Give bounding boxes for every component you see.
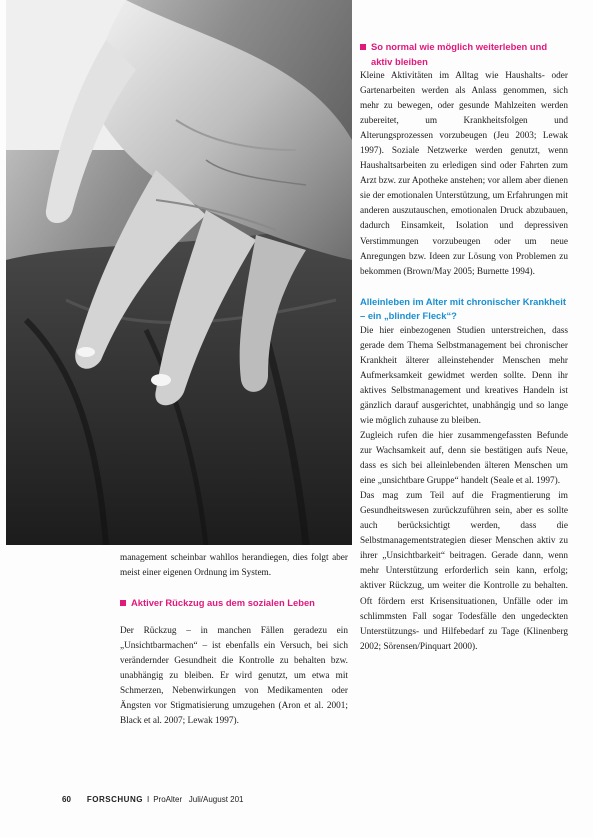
footer-magazine-name: ProAlter [153,795,183,804]
intro-paragraph: management scheinbar wahllos herandiegen, dies folgt aber meist einer eigenen Ordnung im System. [120,553,348,579]
square-bullet-icon [120,600,126,606]
elderly-hand-photo [6,0,352,545]
paragraph-invisible-group: Zugleich rufen die hier zusammengefassten Befunde zur Wachsamkeit auf, denn sie bestätigen aufs Neue, dass es sich bei alleinlebenden älteren Menschen um eine „unsichtbare Gruppe“ handelt (Seale et al. 1997). [360,430,568,487]
square-bullet-icon [360,44,366,50]
hand-photo-illustration [6,0,352,545]
right-text-column [360,40,568,655]
paragraph-studies: Die hier einbezogenen Studien unterstreichen, dass gerade dem Thema Selbstmanagement bei chronischer Krankheit älterer alleinstehender Menschen mehr Aufmerksamkeit gewidmet werden sollte. Denn ihr aktives Selbstmanagement und kreatives Handeln ist gänzlich darauf ausgerichtet, unabhängig und so lange wie möglich zuhause zu bleiben. [360,325,568,426]
section-heading-stay-active [360,40,568,69]
section-body-paragraph: Der Rückzug – in manchen Fällen geradezu ein „Unsichtbarmachen“ – ist ebenfalls ein Versuch, bei sich verändernder Gesundheit die Kontrolle zu behalten bzw. unabhängig zu bleiben. Er wird genutzt, um etwa mit Schmerzen, Nebenwirkungen von Medikamenten oder Ängsten vor Stigmatisierung umzugehen (Aron et al. 2001; Black et al. 2007; Lewak 1997). [120,625,348,726]
footer-separator: I [146,795,150,804]
page-footer [62,795,243,804]
section-heading-text: Aktiver Rückzug aus dem sozialen Leben [131,597,315,609]
page-number: 60 [62,795,71,804]
section-heading-text: So normal wie möglich weiterleben und aktiv bleiben [371,41,548,67]
section-heading-withdrawal [120,596,348,611]
footer-section-name: FORSCHUNG [86,795,143,804]
section-heading-living-alone: Alleinleben im Alter mit chronischer Krankheit – ein „blinder Fleck“? [360,295,566,322]
footer-issue: Juli/August 201 [188,795,244,804]
paragraph-activities: Kleine Aktivitäten im Alltag wie Haushalts- oder Gartenarbeiten werden als Anlass genommen, sich mehr zu bewegen, oder gesunde Mahlzeiten werden zubereitet, um Krankheitsfolgen und Alterungsprozessen vorzubeugen (Jeu 2003; Lewak 1997). Soziale Netzwerke werden genutzt, wenn Haushaltsarbeiten zu erledigen sind oder Fahrten zum Arzt bzw. zur Apotheke anstehen; vor allem aber dienen sie der emotionalen Unterstützung, um Erfahrungen mit anderen auszutauschen, emotionalen Druck abzubauen, dadurch Einsamkeit, Isolation und depressiven Verstimmungen vorzubeugen oder um neue Anregungen bzw. Ideen zur Lösung von Problemen zu bekommen (Brown/May 2005; Burnette 1994). [360,71,568,277]
paragraph-fragmentation: Das mag zum Teil auf die Fragmentierung im Gesundheitswesen zurückzuführen sein, aber es sollte auch berücksichtigt werden, dass die Selbstmanagementstrategien dieser Menschen aktiv zu ihrer „Unsichtbarkeit“ beitragen. Gerade dann, wenn mehr Unterstützung erforderlich sein kann, erfolg; aktiver Rückzug, um weiter die Kontrolle zu behalten. Oft fördern erst Krisensituationen, Unfälle oder im schlimmsten Fall sogar Todesfälle den ungedeckten Unterstützungs- und Hilfebedarf zu Tage (Klinenberg 2002; Sörensen/Pinquart 2000). [360,491,568,652]
left-text-column [120,551,348,729]
